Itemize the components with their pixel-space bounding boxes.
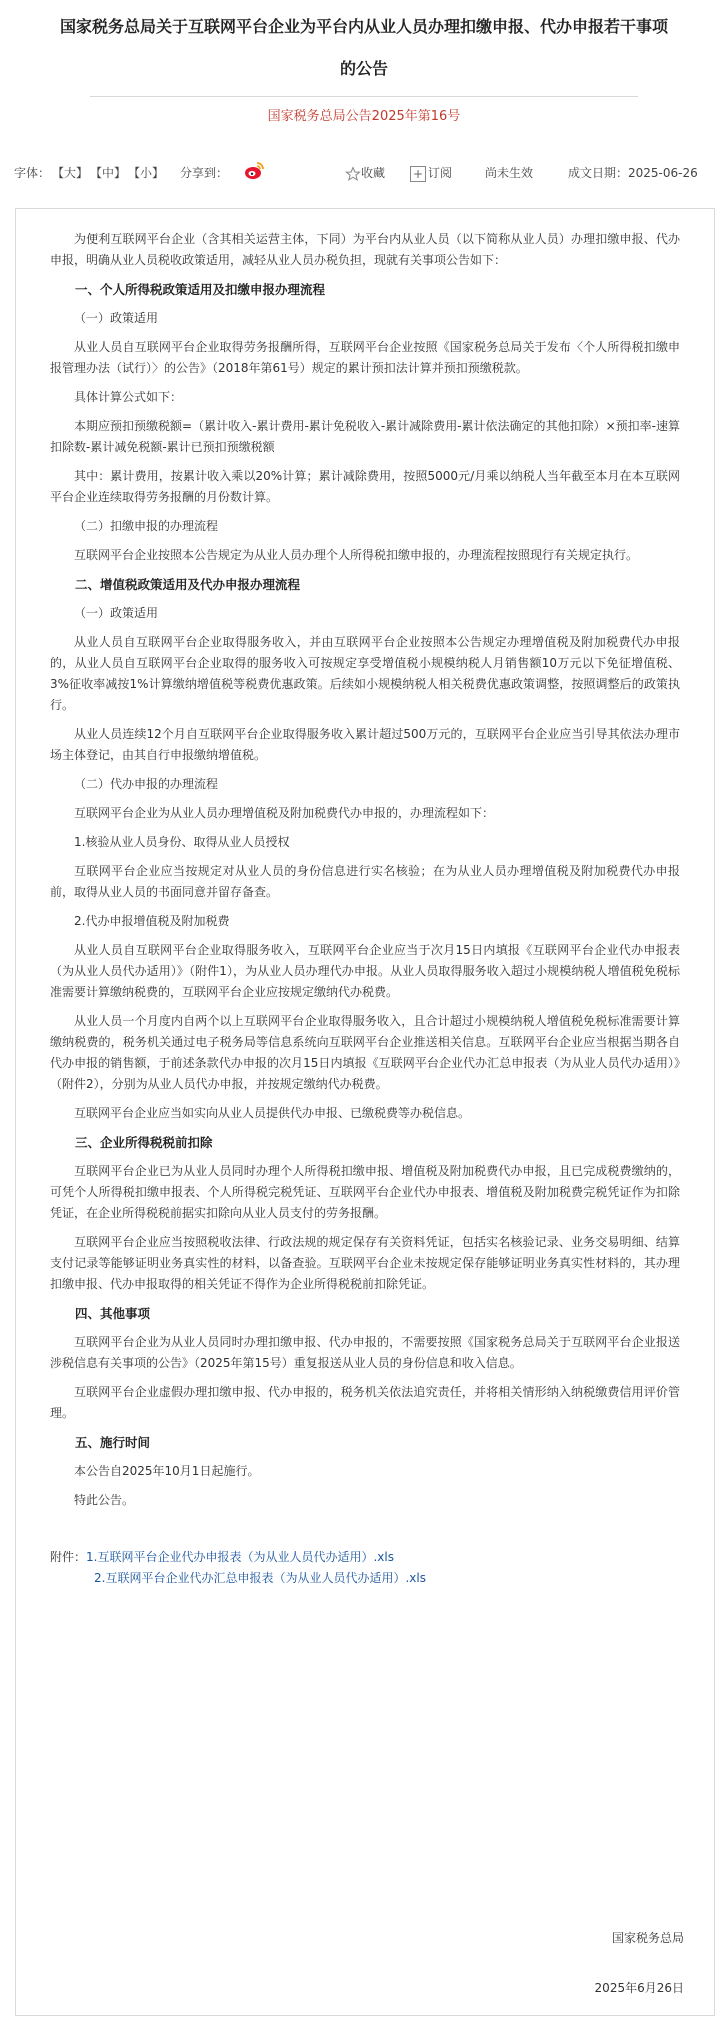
title-divider — [90, 96, 638, 97]
article-body — [16, 209, 714, 1589]
paragraph: 互联网平台企业为从业人员办理增值税及附加税费代办申报的，办理流程如下： — [74, 806, 495, 820]
section-5-heading: 五、施行时间 — [75, 1435, 151, 1450]
paragraph: 其中：累计费用，按累计收入乘以20%计算；累计减除费用，按照5000元/月乘以纳税人当年截至本月在本互联网平台企业连续取得劳务报酬的月份数计算。 — [50, 469, 680, 504]
doc-number: 国家税务总局公告2025年第16号 — [267, 109, 461, 124]
paragraph: 从业人员自互联网平台企业取得劳务报酬所得，互联网平台企业按照《国家税务总局关于发布〈个人所得税扣缴申报管理办法（试行）〉的公告》（2018年第61号）规定的累计预扣法计算并预扣预缴税款。 — [50, 340, 680, 375]
font-large-button[interactable]: 【大】 — [58, 166, 89, 180]
subsection-heading: （二）扣缴申报的办理流程 — [74, 519, 219, 533]
subsection-heading: （一）政策适用 — [74, 311, 159, 325]
signature-date: 2025年6月26日 — [594, 1981, 684, 1995]
attachments — [50, 1547, 680, 1589]
font-small-button[interactable]: 【小】 — [134, 166, 165, 180]
paragraph: 互联网平台企业已为从业人员同时办理个人所得税扣缴申报、增值税及附加税费代办申报，且已完成税费缴纳的，可凭个人所得税扣缴申报表、个人所得税完税凭证、互联网平台企业代办申报表、增值税及附加税费完税凭证作为扣除凭证，在企业所得税税前据实扣除向从业人员支付的劳务报酬。 — [50, 1164, 680, 1220]
signature-org: 国家税务总局 — [611, 1931, 684, 1945]
section-1-heading: 一、个人所得税政策适用及扣缴申报办理流程 — [75, 282, 326, 297]
section-2-heading: 二、增值税政策适用及代办申报办理流程 — [75, 577, 301, 592]
section-3-heading: 三、企业所得税税前扣除 — [75, 1135, 213, 1150]
page-title — [0, 0, 728, 84]
paragraph: 本公告自2025年10月1日起施行。 — [74, 1464, 260, 1478]
paragraph: 从业人员自互联网平台企业取得服务收入，并由互联网平台企业按照本公告规定办理增值税及附加税费代办申报的，从业人员自互联网平台企业取得的服务收入可按规定享受增值税小规模纳税人月销售额10万元以下免征增值税、3%征收率减按1%计算缴纳增值税等税费优惠政策。后续如小规模纳税人相关税费优惠政策调整，按照调整后的政策执行。 — [50, 635, 680, 712]
paragraph: 互联网平台企业应当按照税收法律、行政法规的规定保存有关资料凭证，包括实名核验记录、业务交易明细、结算支付记录等能够证明业务真实性的材料，以备查验。互联网平台企业未按规定保存能够证明业务真实性材料的，其办理扣缴申报、代办申报取得的相关凭证不得作为企业所得税税前扣除凭证。 — [50, 1235, 680, 1291]
font-medium-button[interactable]: 【中】 — [96, 166, 127, 180]
title-line-2: 的公告 — [339, 59, 388, 78]
date-value: 2025-06-26 — [628, 166, 698, 180]
intro-paragraph: 为便利互联网平台企业（含其相关运营主体，下同）为平台内从业人员（以下简称从业人员）办理扣缴申报、代办申报，明确从业人员税收政策适用，减轻从业人员办税负担，现就有关事项公告如下： — [50, 232, 680, 267]
paragraph: 互联网平台企业应当如实向从业人员提供代办申报、已缴税费等办税信息。 — [74, 1106, 471, 1120]
share-label: 分享到： — [180, 166, 229, 180]
paragraph: 互联网平台企业为从业人员同时办理扣缴申报、代办申报的，不需要按照《国家税务总局关于互联网平台企业报送涉税信息有关事项的公告》（2025年第15号）重复报送从业人员的身份信息和收入信息。 — [50, 1335, 680, 1370]
paragraph: 从业人员自互联网平台企业取得服务收入，互联网平台企业应当于次月15日内填报《互联网平台企业代办申报表（为从业人员代办适用）》（附件1），为从业人员办理代办申报。从业人员取得服务收入超过小规模纳税人增值税免税标准需要计算缴纳税费的，互联网平台企业应按规定缴纳代办税费。 — [50, 943, 680, 999]
subscribe-button[interactable] — [410, 164, 452, 182]
formula-paragraph: 本期应预扣预缴税额=（累计收入-累计费用-累计免税收入-累计减除费用-累计依法确定的其他扣除）×预扣率-速算扣除数-累计减免税额-累计已预扣预缴税额 — [50, 419, 680, 454]
paragraph: 从业人员连续12个月自互联网平台企业取得服务收入累计超过500万元的，互联网平台企业应当引导其依法办理市场主体登记，由其自行申报缴纳增值税。 — [50, 727, 680, 762]
content-box — [15, 208, 715, 2016]
list-item: 2.代办申报增值税及附加税费 — [74, 914, 230, 928]
section-4-heading: 四、其他事项 — [75, 1306, 151, 1321]
attachment-2-link[interactable]: 2.互联网平台企业代办汇总申报表（为从业人员代办适用）.xls — [94, 1571, 426, 1585]
plus-icon: + — [410, 166, 426, 182]
title-line-1: 国家税务总局关于互联网平台企业为平台内从业人员办理扣缴申报、代办申报若干事项 — [59, 17, 668, 36]
toolbar — [0, 154, 728, 194]
star-icon — [345, 166, 361, 182]
weibo-share-icon[interactable] — [242, 159, 266, 183]
paragraph: 互联网平台企业虚假办理扣缴申报、代办申报的，税务机关依法追究责任，并将相关情形纳入纳税缴费信用评价管理。 — [50, 1385, 680, 1420]
paragraph: 从业人员一个月度内自两个以上互联网平台企业取得服务收入，且合计超过小规模纳税人增值税免税标准需要计算缴纳税费的，税务机关通过电子税务局等信息系统向互联网平台企业推送相关信息。互联网平台企业应当根据当期各自代办申报的销售额，于前述条款代办申报的次月15日内填报《互联网平台企业代办汇总申报表（为从业人员代办适用）》（附件2），分别为从业人员代办申报，并按规定缴纳代办税费。 — [50, 1014, 680, 1091]
paragraph: 具体计算公式如下： — [74, 390, 183, 404]
date-label: 成文日期： — [568, 166, 629, 180]
list-item: 1.核验从业人员身份、取得从业人员授权 — [74, 835, 290, 849]
paragraph: 互联网平台企业应当按规定对从业人员的身份信息进行实名核验；在为从业人员办理增值税及附加税费代办申报前，取得从业人员的书面同意并留存备查。 — [50, 864, 680, 899]
subsection-heading: （二）代办申报的办理流程 — [74, 777, 219, 791]
attachment-1-link[interactable]: 1.互联网平台企业代办申报表（为从业人员代办适用）.xls — [86, 1550, 394, 1564]
favorite-label: 收藏 — [361, 166, 386, 180]
effective-status: 尚未生效 — [485, 166, 534, 180]
font-size-control — [14, 164, 172, 181]
favorite-button[interactable] — [345, 164, 385, 182]
subscribe-label: 订阅 — [428, 166, 453, 180]
paragraph: 特此公告。 — [74, 1493, 135, 1507]
doc-date — [568, 164, 698, 181]
attachments-label: 附件： — [50, 1550, 87, 1564]
subsection-heading: （一）政策适用 — [74, 606, 159, 620]
paragraph: 互联网平台企业按照本公告规定为从业人员办理个人所得税扣缴申报的，办理流程按照现行有关规定执行。 — [74, 548, 639, 562]
font-label: 字体： — [14, 166, 51, 180]
